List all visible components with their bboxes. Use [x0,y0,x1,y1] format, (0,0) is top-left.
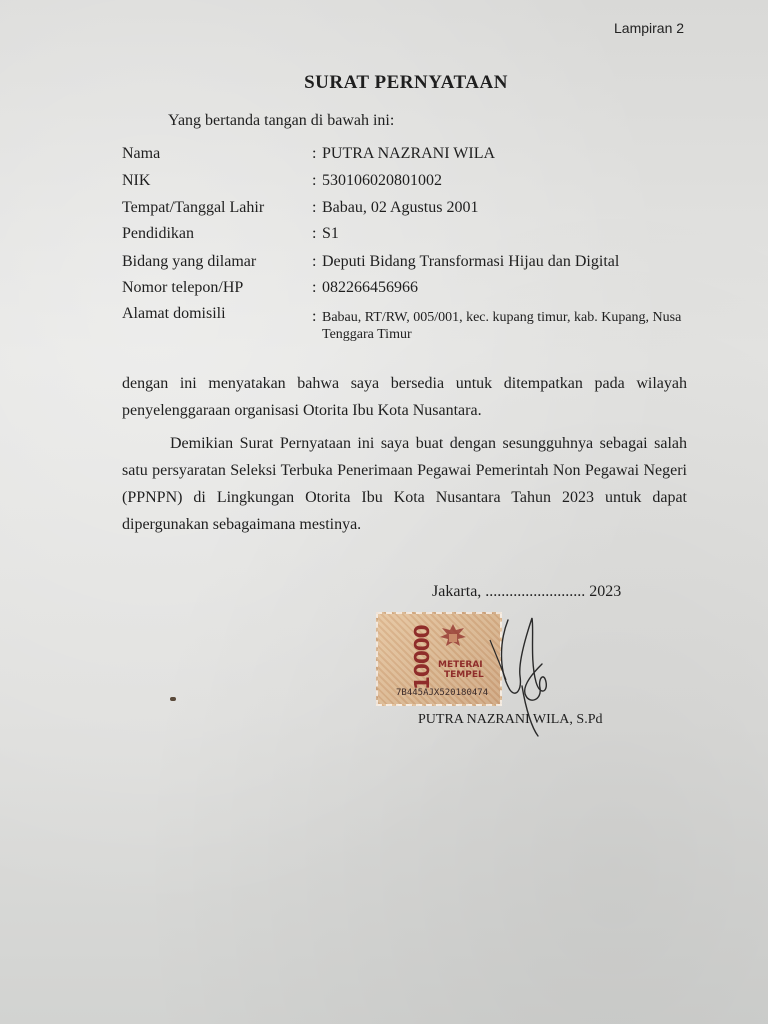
stamp-label: METERAI [438,660,483,670]
field-value: Deputi Bidang Transformasi Hijau dan Digital [322,253,620,270]
place-date: Jakarta, ......................... 2023 [432,583,622,600]
closing-paragraph: Demikian Surat Pernyataan ini saya buat dengan sesungguhnya sebagai salah satu persyaratan Seleksi Terbuka Penerimaan Pegawai Pemerintah Non Pegawai Negeri (PPNPN) di Lingkungan Otorita Ibu Kota Nusantara Tahun 2023 untuk dapat dipergunakan sebagaimana mestinya. [122,435,687,533]
stamp-value: 10000 [410,625,434,691]
statement-paragraph: dengan ini menyatakan bahwa saya bersedia untuk ditempatkan pada wilayah penyelenggaraan organisasi Otorita Ibu Kota Nusantara. [122,375,687,419]
document-page: Lampiran 2 SURAT PERNYATAAN Yang bertanda tangan di bawah ini: Nama : PUTRA NAZRANI WILA NIK : 530106020801002 Tempat/Tanggal Lahir : Babau, 02 Agustus 2001 Pendidikan : S1 Bidang yang dilamar : Deputi Bidang Transformasi Hijau dan Digital Nomor telepon/HP : 082266456966 Alamat domisili : Babau, RT/RW, 005/001, kec. kupang timur, kab. Kupang, Nusa Tenggara Timur dengan ini menyatakan bahwa saya bersedia untuk ditempatkan pada wilayah penyelenggaraan organisasi Otorita Ibu Kota Nusantara. Demikian Surat Pernyataan ini saya buat dengan sesungguhnya sebagai salah satu persyaratan Seleksi Terbuka Penerimaan Pegawai Pemerintah Non Pegawai Negeri (PPNPN) di Lingkungan Otorita Ibu Kota Nusantara Tahun 2023 untuk dapat dipergunakan sebagaimana mestinya. Jakarta, ......................... 2023 10000 METERAI TEMPEL 7B445AJX520180474 PUTRA NAZRANI WILA, S.Pd [0,0,768,1024]
field-value: Babau, 02 Agustus 2001 [322,199,479,216]
field-label: Pendidikan [122,225,194,242]
field-label: NIK [122,172,151,189]
field-label: Nama [122,145,161,162]
intro-text: Yang bertanda tangan di bawah ini: [168,112,395,129]
field-value: 082266456966 [322,279,418,296]
stamp-serial: 7B445AJX520180474 [396,688,489,698]
field-value: PUTRA NAZRANI WILA [322,145,496,162]
document-title: SURAT PERNYATAAN [304,72,508,93]
garuda-emblem-icon [438,622,468,656]
field-value: Babau, RT/RW, 005/001, kec. kupang timur, kab. Kupang, Nusa Tenggara Timur [322,310,682,342]
field-label: Alamat domisili [122,305,226,322]
field-value: 530106020801002 [322,172,442,189]
field-value: S1 [322,225,339,242]
stamp-label: TEMPEL [444,670,484,680]
field-label: Tempat/Tanggal Lahir [122,199,265,216]
field-label: Nomor telepon/HP [122,279,244,296]
attachment-label: Lampiran 2 [614,20,685,36]
field-label: Bidang yang dilamar [122,253,257,270]
signer-name: PUTRA NAZRANI WILA, S.Pd [418,712,603,727]
